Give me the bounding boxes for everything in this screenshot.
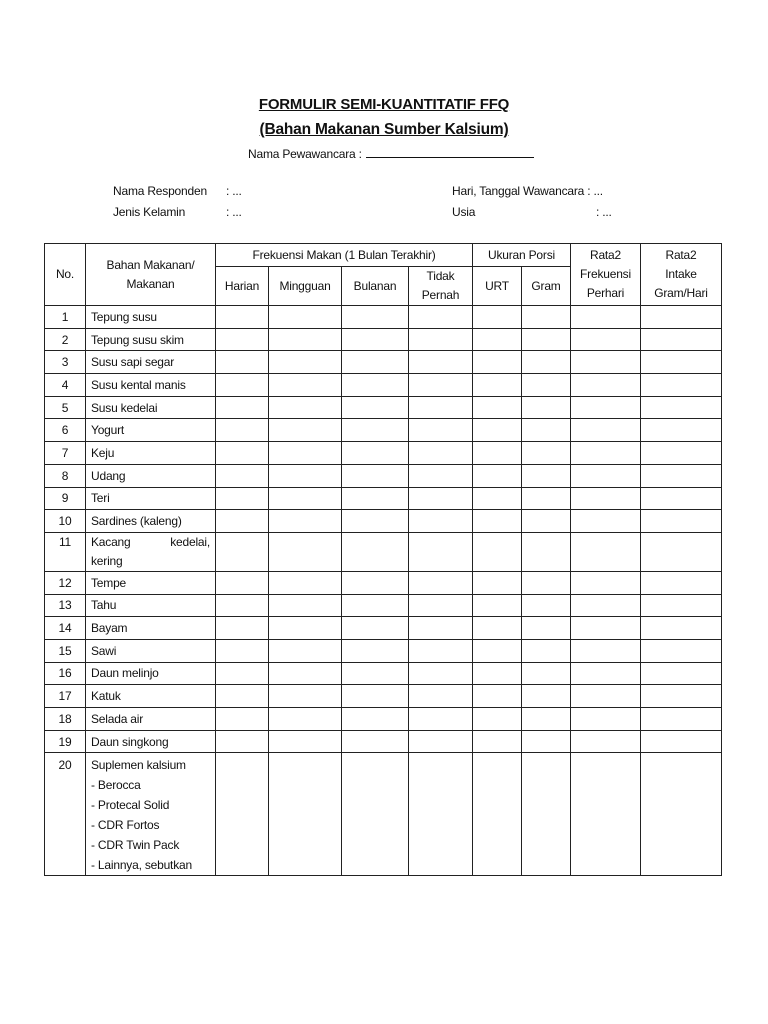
table-row: [45, 532, 722, 571]
cell-daily[interactable]: [216, 306, 269, 329]
cell-avg-intake[interactable]: [641, 374, 722, 397]
row-number: 7: [45, 442, 86, 465]
food-name-part3: kering: [91, 553, 123, 568]
cell-never[interactable]: [409, 442, 473, 465]
cell-avg-frequency[interactable]: [571, 753, 641, 876]
header-monthly: Bulanan: [342, 267, 409, 306]
row-number: 4: [45, 374, 86, 397]
cell-avg-intake[interactable]: [641, 708, 722, 731]
cell-avg-frequency[interactable]: [571, 487, 641, 510]
cell-gram[interactable]: [522, 396, 571, 419]
cell-avg-frequency[interactable]: [571, 396, 641, 419]
cell-weekly[interactable]: [269, 351, 342, 374]
header-urt: URT: [473, 267, 522, 306]
cell-weekly[interactable]: [269, 419, 342, 442]
cell-gram[interactable]: [522, 532, 571, 571]
cell-never[interactable]: [409, 730, 473, 753]
cell-monthly[interactable]: [342, 487, 409, 510]
cell-never[interactable]: [409, 374, 473, 397]
cell-urt[interactable]: [473, 708, 522, 731]
table-row: [45, 442, 722, 465]
cell-weekly[interactable]: [269, 306, 342, 329]
cell-avg-intake[interactable]: [641, 753, 722, 876]
food-name: Bayam: [86, 617, 216, 640]
cell-never[interactable]: [409, 532, 473, 571]
row-number: 14: [45, 617, 86, 640]
cell-urt[interactable]: [473, 419, 522, 442]
table-row: [45, 662, 722, 685]
gender-value[interactable]: : ...: [226, 205, 242, 219]
cell-urt[interactable]: [473, 753, 522, 876]
respondent-value[interactable]: : ...: [226, 184, 242, 198]
cell-gram[interactable]: [522, 442, 571, 465]
row-number: 17: [45, 685, 86, 708]
cell-never[interactable]: [409, 594, 473, 617]
cell-gram[interactable]: [522, 639, 571, 662]
row-number: 5: [45, 396, 86, 419]
cell-daily[interactable]: [216, 730, 269, 753]
cell-urt[interactable]: [473, 510, 522, 533]
table-row: [45, 396, 722, 419]
cell-never[interactable]: [409, 464, 473, 487]
cell-avg-frequency[interactable]: [571, 639, 641, 662]
cell-never[interactable]: [409, 571, 473, 594]
cell-never[interactable]: [409, 662, 473, 685]
cell-gram[interactable]: [522, 730, 571, 753]
cell-daily[interactable]: [216, 685, 269, 708]
cell-weekly[interactable]: [269, 708, 342, 731]
cell-avg-intake[interactable]: [641, 419, 722, 442]
cell-avg-frequency[interactable]: [571, 374, 641, 397]
cell-daily[interactable]: [216, 639, 269, 662]
cell-gram[interactable]: [522, 351, 571, 374]
header-food: [86, 244, 216, 306]
row-number: 3: [45, 351, 86, 374]
cell-avg-intake[interactable]: [641, 442, 722, 465]
table-row: [45, 730, 722, 753]
cell-daily[interactable]: [216, 487, 269, 510]
cell-weekly[interactable]: [269, 328, 342, 351]
food-name: Susu sapi segar: [86, 351, 216, 374]
header-avg-intake: [641, 244, 722, 306]
cell-gram[interactable]: [522, 685, 571, 708]
cell-avg-frequency[interactable]: [571, 708, 641, 731]
cell-weekly[interactable]: [269, 442, 342, 465]
cell-monthly[interactable]: [342, 306, 409, 329]
cell-avg-intake[interactable]: [641, 730, 722, 753]
row-number: 12: [45, 571, 86, 594]
cell-daily[interactable]: [216, 708, 269, 731]
header-gram: Gram: [522, 267, 571, 306]
cell-weekly[interactable]: [269, 662, 342, 685]
cell-monthly[interactable]: [342, 464, 409, 487]
cell-daily[interactable]: [216, 510, 269, 533]
cell-never[interactable]: [409, 753, 473, 876]
cell-never[interactable]: [409, 328, 473, 351]
header-portion: Ukuran Porsi: [473, 244, 571, 267]
date-label: Hari, Tanggal Wawancara : ...: [452, 184, 603, 198]
respondent-label: Nama Responden: [113, 184, 207, 198]
food-name: Daun melinjo: [86, 662, 216, 685]
header-avg-intake-line2: Intake: [665, 267, 697, 281]
cell-daily[interactable]: [216, 662, 269, 685]
cell-monthly[interactable]: [342, 532, 409, 571]
cell-never[interactable]: [409, 396, 473, 419]
table-row: [45, 487, 722, 510]
food-name: Selada air: [86, 708, 216, 731]
cell-never[interactable]: [409, 419, 473, 442]
food-name: Keju: [86, 442, 216, 465]
interviewer-label: Nama Pewawancara :: [248, 147, 362, 161]
cell-never[interactable]: [409, 510, 473, 533]
cell-weekly[interactable]: [269, 571, 342, 594]
age-label: Usia: [452, 205, 476, 219]
cell-avg-frequency[interactable]: [571, 617, 641, 640]
cell-urt[interactable]: [473, 730, 522, 753]
cell-avg-frequency[interactable]: [571, 442, 641, 465]
cell-monthly[interactable]: [342, 753, 409, 876]
cell-gram[interactable]: [522, 708, 571, 731]
row-number: 20: [45, 753, 86, 876]
food-name: Tepung susu skim: [86, 328, 216, 351]
table-row: [45, 617, 722, 640]
header-avg-frequency: [571, 244, 641, 306]
cell-urt[interactable]: [473, 685, 522, 708]
table-row: [45, 753, 722, 876]
cell-gram[interactable]: [522, 571, 571, 594]
header-never-line1: Tidak: [426, 269, 455, 283]
cell-weekly[interactable]: [269, 396, 342, 419]
cell-gram[interactable]: [522, 374, 571, 397]
table-row: [45, 306, 722, 329]
cell-weekly[interactable]: [269, 532, 342, 571]
supplement-item: - CDR Twin Pack: [91, 838, 180, 853]
header-weekly: Mingguan: [269, 267, 342, 306]
food-name: Katuk: [86, 685, 216, 708]
cell-avg-frequency[interactable]: [571, 571, 641, 594]
cell-avg-intake[interactable]: [641, 662, 722, 685]
cell-monthly[interactable]: [342, 730, 409, 753]
cell-daily[interactable]: [216, 617, 269, 640]
cell-monthly[interactable]: [342, 396, 409, 419]
table-row: [45, 464, 722, 487]
food-name: Sawi: [86, 639, 216, 662]
cell-monthly[interactable]: [342, 708, 409, 731]
food-name: Susu kedelai: [86, 396, 216, 419]
supplement-item: - Berocca: [91, 778, 141, 793]
cell-monthly[interactable]: [342, 351, 409, 374]
cell-never[interactable]: [409, 617, 473, 640]
table-row: [45, 685, 722, 708]
cell-gram[interactable]: [522, 617, 571, 640]
cell-never[interactable]: [409, 639, 473, 662]
cell-avg-frequency[interactable]: [571, 532, 641, 571]
food-name: Sardines (kaleng): [86, 510, 216, 533]
cell-avg-intake[interactable]: [641, 510, 722, 533]
row-number: 2: [45, 328, 86, 351]
food-name-part2: kedelai,: [170, 534, 210, 549]
cell-gram[interactable]: [522, 594, 571, 617]
cell-urt[interactable]: [473, 306, 522, 329]
cell-daily[interactable]: [216, 464, 269, 487]
header-no: No.: [45, 244, 86, 306]
form-title: FORMULIR SEMI-KUANTITATIF FFQ: [258, 96, 510, 113]
row-number: 10: [45, 510, 86, 533]
header-never: [409, 267, 473, 306]
cell-gram[interactable]: [522, 662, 571, 685]
cell-gram[interactable]: [522, 487, 571, 510]
cell-avg-frequency[interactable]: [571, 730, 641, 753]
row-number: 15: [45, 639, 86, 662]
table-row: [45, 571, 722, 594]
table-row: [45, 328, 722, 351]
cell-never[interactable]: [409, 351, 473, 374]
cell-avg-intake[interactable]: [641, 685, 722, 708]
cell-monthly[interactable]: [342, 594, 409, 617]
food-name: Teri: [86, 487, 216, 510]
cell-urt[interactable]: [473, 617, 522, 640]
cell-urt[interactable]: [473, 487, 522, 510]
food-name: Susu kental manis: [86, 374, 216, 397]
cell-urt[interactable]: [473, 374, 522, 397]
row-number: 18: [45, 708, 86, 731]
cell-monthly[interactable]: [342, 328, 409, 351]
food-name: Yogurt: [86, 419, 216, 442]
cell-daily[interactable]: [216, 442, 269, 465]
cell-weekly[interactable]: [269, 594, 342, 617]
cell-never[interactable]: [409, 685, 473, 708]
header-food-line1: Bahan Makanan/: [106, 257, 195, 272]
table-row: [45, 419, 722, 442]
cell-avg-intake[interactable]: [641, 464, 722, 487]
age-value[interactable]: : ...: [596, 205, 612, 219]
supplement-item: - Lainnya, sebutkan: [91, 858, 192, 873]
cell-gram[interactable]: [522, 510, 571, 533]
food-name: [86, 753, 216, 876]
cell-never[interactable]: [409, 487, 473, 510]
supplement-item: - CDR Fortos: [91, 818, 160, 833]
cell-urt[interactable]: [473, 328, 522, 351]
cell-monthly[interactable]: [342, 662, 409, 685]
cell-monthly[interactable]: [342, 510, 409, 533]
cell-daily[interactable]: [216, 351, 269, 374]
cell-daily[interactable]: [216, 532, 269, 571]
cell-urt[interactable]: [473, 396, 522, 419]
cell-avg-frequency[interactable]: [571, 510, 641, 533]
cell-never[interactable]: [409, 708, 473, 731]
cell-avg-frequency[interactable]: [571, 351, 641, 374]
food-name: [86, 532, 216, 571]
cell-never[interactable]: [409, 306, 473, 329]
cell-monthly[interactable]: [342, 639, 409, 662]
cell-avg-frequency[interactable]: [571, 662, 641, 685]
cell-avg-intake[interactable]: [641, 328, 722, 351]
cell-monthly[interactable]: [342, 571, 409, 594]
cell-weekly[interactable]: [269, 753, 342, 876]
cell-avg-frequency[interactable]: [571, 594, 641, 617]
food-name: Daun singkong: [86, 730, 216, 753]
cell-weekly[interactable]: [269, 730, 342, 753]
cell-avg-frequency[interactable]: [571, 685, 641, 708]
cell-avg-frequency[interactable]: [571, 419, 641, 442]
cell-avg-intake[interactable]: [641, 487, 722, 510]
cell-avg-intake[interactable]: [641, 617, 722, 640]
header-avg-frequency-line2: Frekuensi: [580, 267, 631, 281]
cell-weekly[interactable]: [269, 639, 342, 662]
row-number: 6: [45, 419, 86, 442]
cell-gram[interactable]: [522, 753, 571, 876]
table-header-row: [45, 244, 722, 267]
cell-urt[interactable]: [473, 532, 522, 571]
cell-gram[interactable]: [522, 306, 571, 329]
cell-weekly[interactable]: [269, 617, 342, 640]
header-avg-frequency-line1: Rata2: [589, 248, 622, 262]
row-number: 11: [45, 532, 86, 571]
cell-avg-frequency[interactable]: [571, 328, 641, 351]
cell-monthly[interactable]: [342, 419, 409, 442]
cell-daily[interactable]: [216, 419, 269, 442]
cell-urt[interactable]: [473, 639, 522, 662]
cell-daily[interactable]: [216, 328, 269, 351]
interviewer-field: [248, 145, 534, 161]
row-number: 13: [45, 594, 86, 617]
cell-urt[interactable]: [473, 442, 522, 465]
food-name: Tahu: [86, 594, 216, 617]
cell-weekly[interactable]: [269, 487, 342, 510]
cell-monthly[interactable]: [342, 685, 409, 708]
table-row: [45, 639, 722, 662]
cell-daily[interactable]: [216, 374, 269, 397]
cell-weekly[interactable]: [269, 510, 342, 533]
ffq-table: [44, 243, 722, 876]
header-food-line2: Makanan: [126, 276, 175, 291]
form-subtitle: (Bahan Makanan Sumber Kalsium): [259, 121, 509, 138]
cell-daily[interactable]: [216, 594, 269, 617]
food-name-part1: Kacang: [91, 534, 131, 549]
table-row: [45, 708, 722, 731]
cell-avg-intake[interactable]: [641, 532, 722, 571]
interviewer-blank-line[interactable]: [366, 145, 534, 158]
cell-monthly[interactable]: [342, 374, 409, 397]
header-avg-frequency-line3: Perhari: [586, 286, 625, 300]
cell-urt[interactable]: [473, 351, 522, 374]
row-number: 1: [45, 306, 86, 329]
cell-avg-intake[interactable]: [641, 639, 722, 662]
header-avg-intake-line3: Gram/Hari: [654, 286, 708, 300]
row-number: 16: [45, 662, 86, 685]
cell-avg-intake[interactable]: [641, 351, 722, 374]
cell-weekly[interactable]: [269, 374, 342, 397]
cell-monthly[interactable]: [342, 442, 409, 465]
cell-gram[interactable]: [522, 328, 571, 351]
cell-monthly[interactable]: [342, 617, 409, 640]
cell-avg-intake[interactable]: [641, 571, 722, 594]
supplement-item: - Protecal Solid: [91, 798, 170, 813]
gender-label: Jenis Kelamin: [113, 205, 186, 219]
table-row: [45, 351, 722, 374]
table-row: [45, 510, 722, 533]
table-row: [45, 594, 722, 617]
cell-avg-intake[interactable]: [641, 594, 722, 617]
cell-gram[interactable]: [522, 464, 571, 487]
cell-daily[interactable]: [216, 396, 269, 419]
cell-weekly[interactable]: [269, 685, 342, 708]
row-number: 19: [45, 730, 86, 753]
cell-daily[interactable]: [216, 571, 269, 594]
header-never-line2: Pernah: [421, 288, 460, 302]
cell-urt[interactable]: [473, 464, 522, 487]
cell-urt[interactable]: [473, 571, 522, 594]
row-number: 9: [45, 487, 86, 510]
food-name: Tepung susu: [86, 306, 216, 329]
cell-avg-frequency[interactable]: [571, 306, 641, 329]
cell-urt[interactable]: [473, 662, 522, 685]
header-frequency: Frekuensi Makan (1 Bulan Terakhir): [216, 244, 473, 267]
cell-avg-intake[interactable]: [641, 396, 722, 419]
header-avg-intake-line1: Rata2: [665, 248, 697, 262]
food-name: Udang: [86, 464, 216, 487]
supplement-heading: Suplemen kalsium: [91, 758, 186, 773]
cell-gram[interactable]: [522, 419, 571, 442]
row-number: 8: [45, 464, 86, 487]
cell-weekly[interactable]: [269, 464, 342, 487]
cell-avg-intake[interactable]: [641, 306, 722, 329]
table-row: [45, 374, 722, 397]
header-daily: Harian: [216, 267, 269, 306]
cell-avg-frequency[interactable]: [571, 464, 641, 487]
cell-daily[interactable]: [216, 753, 269, 876]
food-name: Tempe: [86, 571, 216, 594]
cell-urt[interactable]: [473, 594, 522, 617]
